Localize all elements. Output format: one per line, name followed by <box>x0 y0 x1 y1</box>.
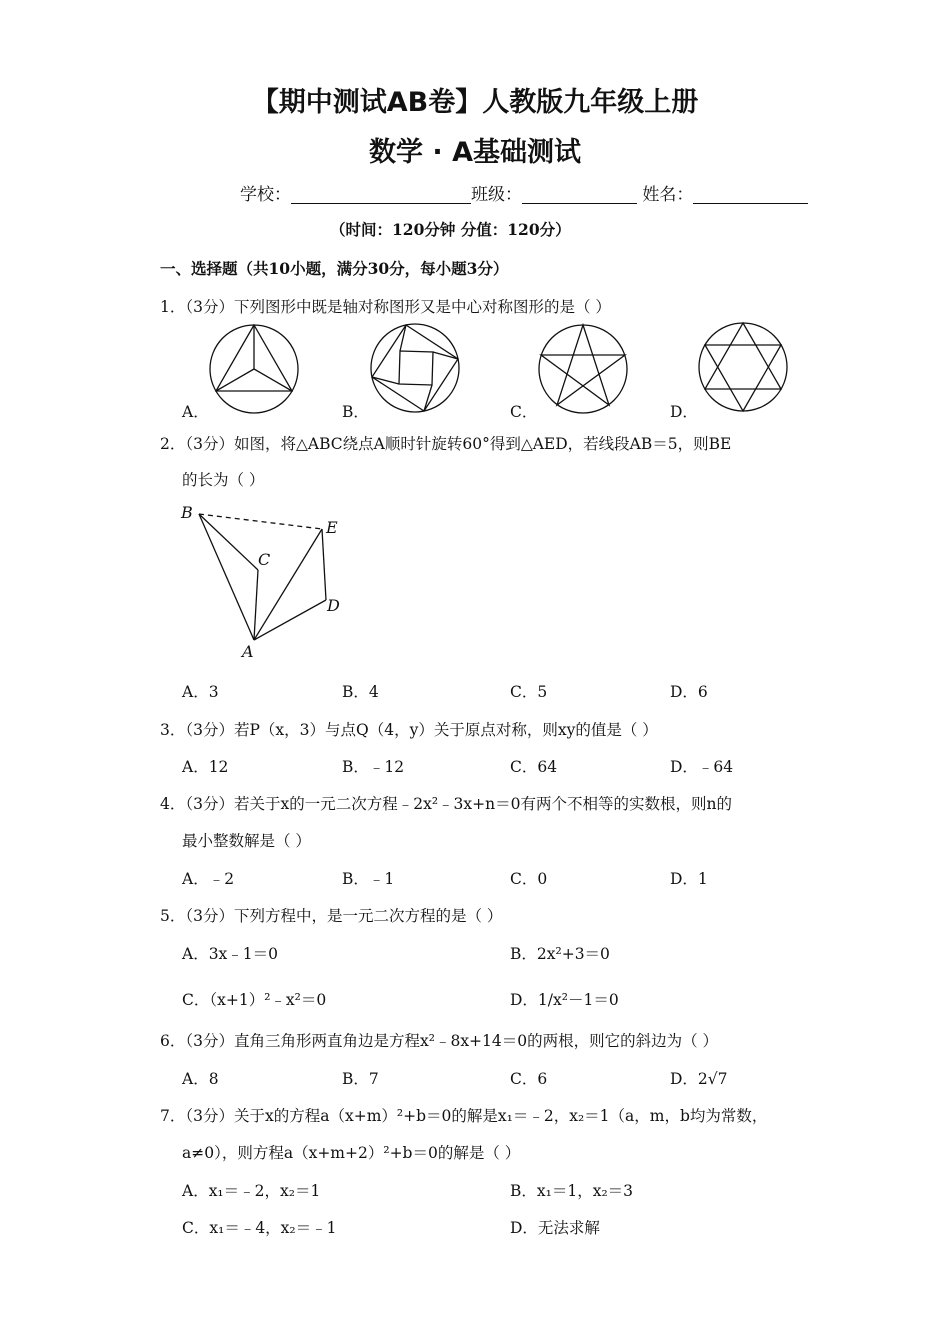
q5-option-b[interactable]: B．2x²+3＝0 <box>510 945 610 963</box>
q3-option-b[interactable]: B．﹣12 <box>342 758 405 776</box>
point-label-e: E <box>326 518 338 537</box>
q3-option-c[interactable]: C．64 <box>510 758 558 776</box>
q7-option-a[interactable]: A．x₁＝﹣2，x₂＝1 <box>182 1182 321 1200</box>
section-heading: 一、选择题（共10小题，满分30分，每小题3分） <box>160 259 509 278</box>
question-4-line1: 4．（3分）若关于x的一元二次方程﹣2x²﹣3x+n＝0有两个不相等的实数根，则n的 <box>160 795 732 813</box>
segment-be-dashed <box>199 514 322 529</box>
q5-option-c[interactable]: C．（x+1）²﹣x²＝0 <box>182 991 327 1009</box>
q4-option-c[interactable]: C．0 <box>510 870 548 888</box>
q3-option-a[interactable]: A．12 <box>182 758 229 776</box>
segment-ba <box>199 514 254 640</box>
q1-option-c[interactable]: C． <box>510 403 538 421</box>
question-7-line1: 7．（3分）关于x的方程a（x+m）²+b＝0的解是x₁＝﹣2，x₂＝1（a，m，b均为常数， <box>160 1107 768 1125</box>
question-6: 6．（3分）直角三角形两直角边是方程x²﹣8x+14＝0的两根，则它的斜边为（ ） <box>160 1032 719 1050</box>
class-label: 班级： <box>471 185 522 205</box>
question-3: 3．（3分）若P（x，3）与点Q（4，y）关于原点对称，则xy的值是（ ） <box>160 721 658 739</box>
q4-option-b[interactable]: B．﹣1 <box>342 870 395 888</box>
q6-option-d[interactable]: D．2√7 <box>670 1070 728 1088</box>
question-2-line1: 2．（3分）如图，将△ABC绕点A顺时针旋转60°得到△AED，若线段AB＝5，则BE <box>160 435 732 453</box>
q6-option-c[interactable]: C．6 <box>510 1070 548 1088</box>
q6-option-b[interactable]: B．7 <box>342 1070 379 1088</box>
segment-ae <box>254 529 322 640</box>
q5-option-d[interactable]: D．1/x²－1＝0 <box>510 991 619 1009</box>
q2-option-a[interactable]: A．3 <box>182 683 219 701</box>
point-label-d: D <box>327 596 340 615</box>
segment-bc <box>199 514 258 570</box>
q2-option-d[interactable]: D．6 <box>670 683 708 701</box>
time-score-info: （时间：120分钟 分值：120分） <box>330 220 571 239</box>
question-2-line2: 的长为（ ） <box>182 471 265 489</box>
q1-option-d[interactable]: D． <box>670 403 698 421</box>
q3-option-d[interactable]: D．﹣64 <box>670 758 734 776</box>
q6-option-a[interactable]: A．8 <box>182 1070 219 1088</box>
question-7-line2: a≠0），则方程a（x+m+2）²+b＝0的解是（ ） <box>182 1144 521 1162</box>
q4-option-d[interactable]: D．1 <box>670 870 708 888</box>
point-label-c: C <box>258 550 271 569</box>
q7-option-c[interactable]: C．x₁＝﹣4，x₂＝﹣1 <box>182 1219 337 1237</box>
q4-option-a[interactable]: A．﹣2 <box>182 870 235 888</box>
page-title: 【期中测试AB卷】人教版九年级上册 <box>251 87 699 118</box>
question-1: 1．（3分）下列图形中既是轴对称图形又是中心对称图形的是（ ） <box>160 298 611 316</box>
segment-ed <box>322 529 326 600</box>
school-label: 学校： <box>240 185 291 205</box>
q1-option-a[interactable]: A． <box>182 403 209 421</box>
q5-option-a[interactable]: A．3x﹣1＝0 <box>182 945 279 963</box>
point-label-a: A <box>242 642 254 661</box>
q2-option-c[interactable]: C．5 <box>510 683 548 701</box>
q7-option-d[interactable]: D．无法求解 <box>510 1219 600 1237</box>
question-4-line2: 最小整数解是（ ） <box>182 832 311 850</box>
segment-da <box>254 600 326 640</box>
page-subtitle: 数学 · A基础测试 <box>369 137 581 168</box>
name-label: 姓名： <box>642 185 694 205</box>
q7-option-b[interactable]: B．x₁＝1，x₂＝3 <box>510 1182 634 1200</box>
q2-option-b[interactable]: B．4 <box>342 683 379 701</box>
question-5: 5．（3分）下列方程中，是一元二次方程的是（ ） <box>160 907 503 925</box>
point-label-b: B <box>181 503 193 522</box>
segment-ca <box>254 570 258 640</box>
q1-option-b[interactable]: B． <box>342 403 369 421</box>
